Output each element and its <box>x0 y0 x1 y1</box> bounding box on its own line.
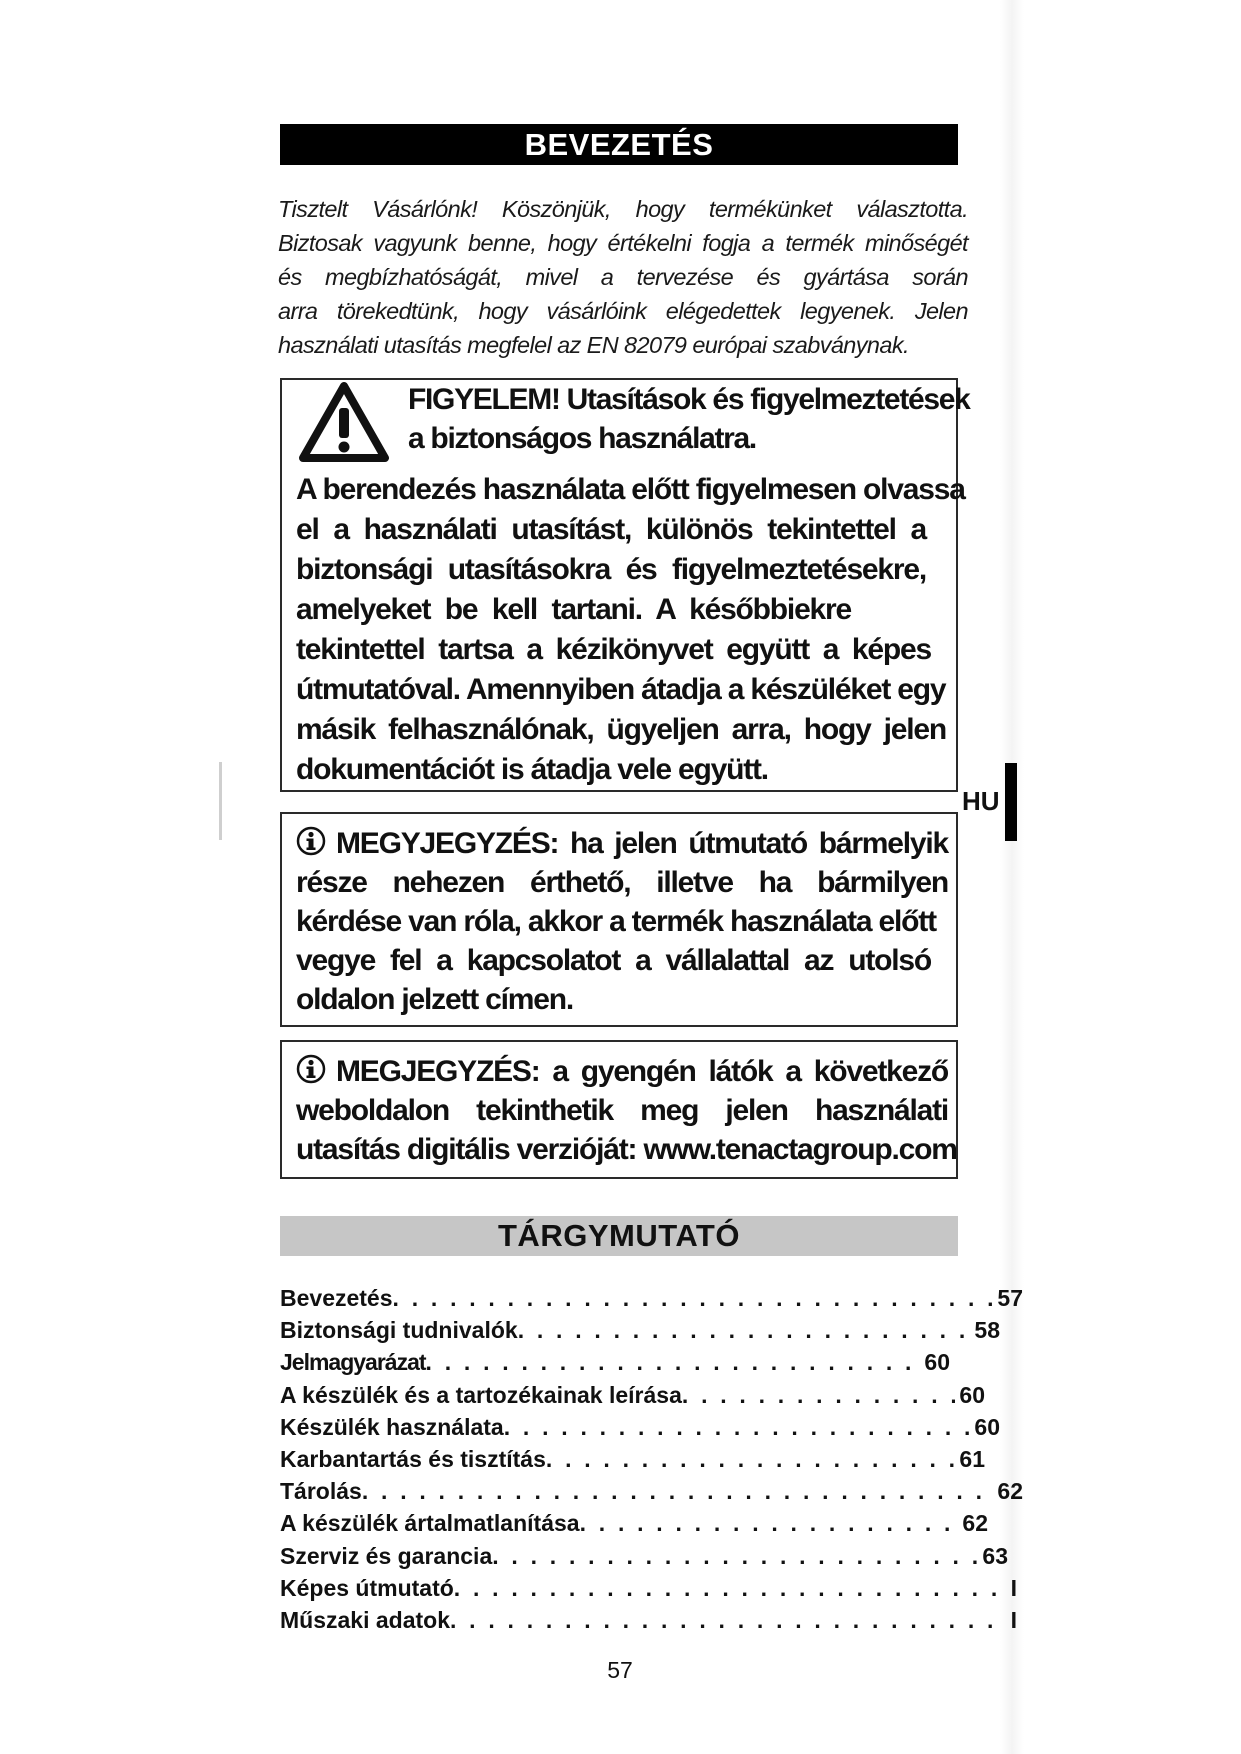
toc-item-page: 62 <box>997 1478 1023 1505</box>
warning-body <box>296 470 965 790</box>
toc-item-page: 58 <box>974 1317 1000 1344</box>
toc-item-label: Készülék használata <box>280 1413 504 1440</box>
toc-item-page: 62 <box>962 1510 988 1537</box>
toc-item-label: Szerviz és garancia <box>280 1542 493 1569</box>
page-number: 57 <box>607 1657 633 1683</box>
warning-body-line: tekintettel tartsa a kézikönyvet együtt a képes <box>296 633 931 666</box>
note-line: kérdése van róla, akkor a termék használata előtt <box>296 905 936 938</box>
intro-line: és megbízhatóságát, mivel a tervezése és gyártása során <box>278 264 968 290</box>
warning-title-line: FIGYELEM! Utasítások és figyelmeztetések <box>408 383 970 416</box>
toc-item-label: Biztonsági tudnivalók <box>280 1317 518 1344</box>
note-line-text: MEGYJEGYZÉS: ha jelen útmutató bármelyik <box>336 827 948 860</box>
toc-item[interactable] <box>280 1540 1008 1572</box>
toc-item[interactable] <box>280 1475 1023 1507</box>
toc-leader-dots <box>504 1411 971 1443</box>
scan-mark <box>219 762 222 840</box>
intro-line: arra törekedtünk, hogy vásárlóink elégedettek legyenek. Jelen <box>278 298 968 324</box>
note-line: weboldalon tekinthetik meg jelen használati <box>296 1094 948 1127</box>
warning-body-line: dokumentációt is átadja vele együtt. <box>296 753 768 786</box>
note-line-text: MEGJEGYZÉS: a gyengén látók a következő <box>336 1055 948 1088</box>
intro-line: használati utasítás megfelel az EN 82079 európai szabványnak. <box>278 332 909 358</box>
note-line <box>296 1052 948 1091</box>
toc-item[interactable] <box>280 1572 1017 1604</box>
note-box <box>280 812 958 1027</box>
warning-body-line: útmutatóval. Amennyiben átadja a készüléket egy <box>296 673 946 706</box>
toc-leader-dots <box>546 1443 956 1475</box>
note-line <box>296 824 948 863</box>
warning-body-line: biztonsági utasításokra és figyelmeztetésekre, <box>296 553 926 586</box>
toc-leader-dots <box>426 1346 921 1378</box>
warning-body-line: A berendezés használata előtt figyelmesen olvassa <box>296 473 965 506</box>
toc-title: TÁRGYMUTATÓ <box>498 1218 740 1253</box>
toc-leader-dots <box>682 1379 956 1411</box>
note-line: utasítás digitális verzióját: www.tenactagroup.com <box>296 1133 957 1166</box>
toc-item-label: Képes útmutató <box>280 1574 454 1601</box>
language-tab-bar <box>1005 763 1017 841</box>
toc-item-page: 60 <box>974 1413 1000 1440</box>
section-title: BEVEZETÉS <box>524 127 714 162</box>
info-icon <box>296 1054 326 1084</box>
accessibility-note-box <box>280 1040 958 1179</box>
warning-body-line: el a használati utasítást, különös tekintettel a <box>296 513 926 546</box>
note-line: oldalon jelzett címen. <box>296 983 573 1016</box>
toc-item[interactable] <box>280 1443 985 1475</box>
toc-leader-dots <box>362 1475 994 1507</box>
toc-item[interactable] <box>280 1346 950 1378</box>
toc-item[interactable] <box>280 1379 985 1411</box>
note-line: vegye fel a kapcsolatot a vállalattal az utolsó <box>296 944 931 977</box>
toc-item[interactable] <box>280 1411 1000 1443</box>
toc-item[interactable] <box>280 1282 1023 1314</box>
toc-item-label: A készülék ártalmatlanítása <box>280 1510 580 1537</box>
toc-item-label: A készülék és a tartozékainak leírása <box>280 1381 682 1408</box>
toc-item[interactable] <box>280 1314 1000 1346</box>
toc-item-label: Jelmagyarázat <box>280 1349 426 1376</box>
toc-item-label: Bevezetés <box>280 1285 393 1311</box>
toc-item-label: Tárolás <box>280 1478 362 1505</box>
toc-leader-dots <box>454 1572 1007 1604</box>
toc-item-label: Műszaki adatok <box>280 1606 450 1633</box>
intro-line: Biztosak vagyunk benne, hogy értékelni fogja a termék minőségét <box>278 230 968 256</box>
toc-item-page: 63 <box>982 1542 1008 1569</box>
toc-leader-dots <box>518 1314 971 1346</box>
warning-body-line: amelyeket be kell tartani. A későbbiekre <box>296 593 851 626</box>
toc-item-label: Karbantartás és tisztítás <box>280 1445 546 1472</box>
section-title-bar <box>280 124 958 165</box>
intro-paragraph <box>278 192 968 362</box>
toc-leader-dots <box>492 1540 978 1572</box>
accessibility-note-text <box>296 1052 957 1169</box>
toc-item-page: I <box>1010 1574 1017 1601</box>
warning-title <box>408 380 968 458</box>
toc-leader-dots <box>580 1507 959 1539</box>
info-icon <box>296 826 326 856</box>
warning-box <box>280 378 970 792</box>
warning-triangle-icon <box>297 380 391 464</box>
toc-item-page: 61 <box>959 1445 985 1472</box>
toc-item-page: I <box>1010 1606 1017 1633</box>
toc-item-page: 60 <box>924 1349 950 1376</box>
note-line: része nehezen érthető, illetve ha bármilyen <box>296 866 948 899</box>
language-tab-label: HU <box>962 786 1000 816</box>
toc-item[interactable] <box>280 1604 1017 1636</box>
toc-leader-dots <box>393 1282 994 1314</box>
warning-title-line: a biztonságos használatra. <box>408 422 756 455</box>
toc-item-page: 60 <box>959 1381 985 1408</box>
toc-title-bar <box>280 1216 958 1256</box>
note-text <box>296 824 948 1019</box>
toc-item-page: 57 <box>997 1285 1023 1311</box>
toc-item[interactable] <box>280 1507 988 1539</box>
warning-body-line: másik felhasználónak, ügyeljen arra, hogy jelen <box>296 713 946 746</box>
toc-leader-dots <box>450 1604 1007 1636</box>
intro-line: Tisztelt Vásárlónk! Köszönjük, hogy termékünket választotta. <box>278 196 968 222</box>
table-of-contents <box>280 1282 1023 1636</box>
